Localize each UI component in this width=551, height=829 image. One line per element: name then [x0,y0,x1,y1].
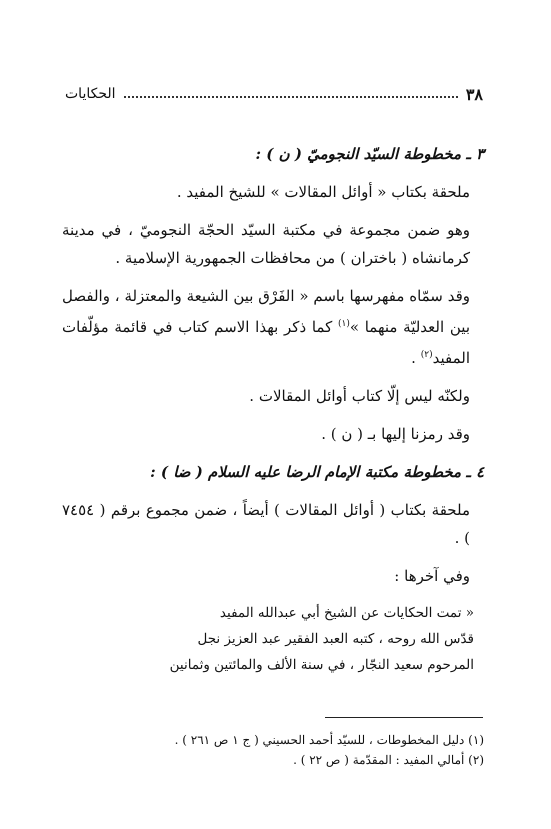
quote-line: « تمت الحكايات عن الشيخ أبي عبدالله المفيد [219,605,474,621]
footnote-divider [325,717,483,718]
footnote-marker: (٢) [420,350,433,360]
footnote-marker: (١) [337,319,350,329]
footnotes [62,730,484,770]
paragraph: ولكنّه ليس إلّا كتاب أوائل المقالات . [249,387,470,405]
quote-line: المرحوم سعيد النجّار ، في سنة الألف والمائتين وثمانين [169,657,474,673]
footnote: (٢) أمالي المفيد : المقدّمة ( ص ٢٢ ) . [293,753,484,767]
main-content [62,140,484,678]
paragraph: ملحقة بكتاب « أوائل المقالات » للشيخ المفيد . [176,183,470,201]
header-dot-leader [124,96,458,98]
footnote: (١) دليل المخطوطات ، للسيّد أحمد الحسيني ( ج ١ ص ٢٦١ ) . [174,733,484,747]
paragraph-text: كما ذكر بهذا الاسم كتاب في قائمة مؤلّفات المفيد [62,318,470,367]
quote-line: قدّس الله روحه ، كتبه العبد الفقير عبد العزيز نجل [197,631,474,647]
page-header [65,82,483,106]
paragraph: وفي آخرها : [394,567,470,585]
manuscript-colophon-quote [62,600,474,678]
section-heading-4: ٤ ـ مخطوطة مكتبة الإمام الرضا عليه السلام ( ضا ) : [150,463,484,481]
paragraph-text: وقد سمّاه مفهرسها باسم « الفَرْق بين الشيعة والمعتزلة ، والفصل بين العدليّة منهما » [62,287,470,336]
paragraph-text: . [411,349,421,367]
paragraph: وهو ضمن مجموعة في مكتبة السيّد الحجّة النجوميّ ، في مدينة كرمانشاه ( باختران ) من محافظات الجمهورية الإسلامية . [62,221,470,267]
paragraph [62,282,484,372]
running-title: الحكايات [65,86,116,102]
page-number: ٣٨ [465,84,483,104]
section-heading-3: ٣ ـ مخطوطة السيّد النجوميّ ( ن ) : [255,145,484,163]
paragraph: وقد رمزنا إليها بـ ( ن ) . [321,425,470,443]
paragraph: ملحقة بكتاب ( أوائل المقالات ) أيضاً ، ضمن مجموع برقم ( ٧٤٥٤ ) . [62,501,470,547]
